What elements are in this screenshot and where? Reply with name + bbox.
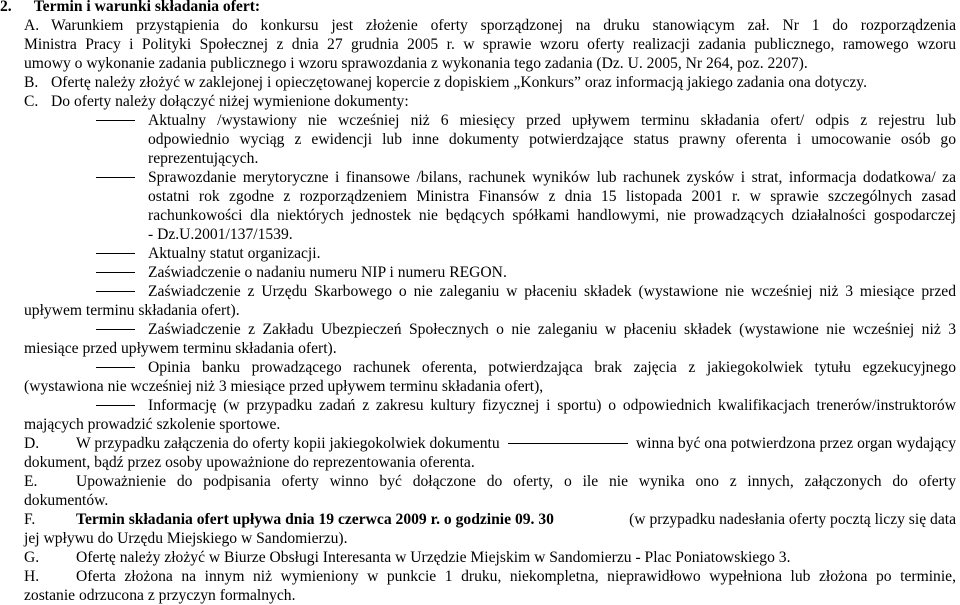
item-d-line-2: dokument, bądź przez osoby upoważnione do reprezentowania oferenta. [24, 454, 475, 471]
item-e-line-2: dokumentów. [24, 492, 109, 509]
item-c-label: C. [24, 93, 39, 110]
item-a-line-3: umowy o wykonanie zadania publicznego i wzoru sprawozdania z wykonania tego zadania (Dz. U. 2005, Nr 264, poz. 2207). [24, 55, 808, 72]
item-f-line-2: jej wpływu do Urzędu Miejskiego w Sandomierzu). [24, 530, 348, 547]
doc-2-line-4: - Dz.U.2001/137/1539. [148, 226, 293, 243]
item-b-label: B. [24, 74, 39, 91]
doc-2-line-2: ostatni rok zgodne z rozporządzeniem Ministra Finansów z dnia 15 listopada 2001 r. w sprawie szczególnych zasad [148, 188, 956, 205]
doc-8-line-2: mających prowadzić szkolenie sportowe. [24, 416, 281, 433]
item-f-line-1 [76, 510, 956, 529]
doc-8-line-1: Informację (w przypadku zadań z zakresu kultury fizycznej i sportu) o odpowiednich kwalifikacjach trenerów/instruktorów [148, 397, 956, 414]
doc-7-line-1: Opinia banku prowadzącego rachunek oferenta, potwierdzająca brak zajęcia z jakiegokolwiek tytułu egzekucyjnego [148, 359, 956, 376]
item-f-label: F. [24, 511, 36, 528]
item-g-label: G. [24, 549, 40, 566]
doc-4-text: Zaświadczenie o nadaniu numeru NIP i numeru REGON. [148, 264, 507, 281]
item-e-line-1: Upoważnienie do podpisania oferty winno być dołączone do oferty, o ile nie wynika ono z innych, załączonych do oferty [76, 473, 956, 490]
section-title: Termin i warunki składania ofert: [33, 0, 261, 15]
item-f-line-1-rest: (w przypadku nadesłania oferty pocztą liczy się data [629, 511, 956, 528]
item-e-label: E. [24, 473, 38, 490]
item-h-label: H. [24, 568, 40, 585]
item-d-line-1 [76, 434, 956, 453]
item-c-intro: Do oferty należy dołączyć niżej wymienione dokumenty: [51, 93, 409, 110]
doc-5-line-1: Zaświadczenie z Urzędu Skarbowego o nie zaleganiu w płaceniu składek (wystawione nie wcześniej niż 3 miesiące przed [148, 283, 956, 300]
item-a-line-2: Ministra Pracy i Polityki Społecznej z dnia 27 grudnia 2005 r. w sprawie wzoru oferty realizacji zadania publicznego, ramowego wzoru [24, 36, 956, 53]
doc-1-line-1: Aktualny /wystawiony nie wcześniej niż 6 miesięcy przed upływem terminu składania ofert/ odpis z rejestru lub [148, 112, 956, 129]
item-b-text: Ofertę należy złożyć w zaklejonej i opieczętowanej kopercie z dopiskiem „Konkurs” oraz informacją jakiego zadania ona dotyczy. [51, 74, 867, 91]
item-g-text: Ofertę należy złożyć w Biurze Obsługi Interesanta w Urzędzie Miejskim w Sandomierzu - Plac Poniatowskiego 3. [76, 549, 791, 566]
item-d-line-1-part-a: W przypadku załączenia do oferty kopii jakiegokolwiek dokumentu [76, 435, 500, 452]
section-heading [0, 0, 960, 16]
item-h-line-1: Oferta złożona na innym niż wymieniony w punkcie 1 druku, niekompletna, nieprawidłowo wypełniona lub złożona po terminie, [76, 568, 956, 585]
item-d-label: D. [24, 435, 40, 452]
doc-5-line-2: upływem terminu składania ofert). [24, 302, 240, 319]
doc-2-line-1: Sprawozdanie merytoryczne i finansowe /bilans, rachunek wyników lub rachunek zysków i strat, informacja dodatkowa/ za [148, 169, 956, 186]
section-number: 2. [0, 0, 12, 15]
item-a-line-1: Warunkiem przystąpienia do konkursu jest złożenie oferty sporządzonej na druku stanowiącym zał. Nr 1 do rozporządzenia [51, 17, 956, 34]
item-a-label: A. [24, 17, 40, 34]
item-d-line-1-part-b: winna być ona potwierdzona przez organ wydający [635, 435, 956, 452]
deadline-text: Termin składania ofert upływa dnia 19 czerwca 2009 r. o godzinie 09. 30 [76, 511, 554, 528]
doc-6-line-2: miesiące przed upływem terminu składania ofert). [24, 340, 337, 357]
item-h-line-2: zostanie odrzucona z przyczyn formalnych. [24, 587, 296, 604]
doc-6-line-1: Zaświadczenie z Zakładu Ubezpieczeń Społecznych o nie zaleganiu w płaceniu składek (wystawione nie wcześniej niż 3 [148, 321, 956, 338]
item-d-dash [508, 434, 628, 453]
doc-7-line-2: (wystawiona nie wcześniej niż 3 miesiące przed upływem terminu składania ofert), [24, 378, 544, 395]
doc-1-line-2: odpowiednio wyciąg z ewidencji lub inne dokumenty potwierdzające status prawny oferenta i umocowanie osób go [148, 131, 956, 148]
doc-3-text: Aktualny statut organizacji. [148, 245, 321, 262]
doc-1-line-3: reprezentujących. [148, 150, 259, 167]
doc-2-line-3: rachunkowości dla niektórych jednostek nie będących spółkami handlowymi, nie prowadzących działalności gospodarczej [148, 207, 956, 224]
